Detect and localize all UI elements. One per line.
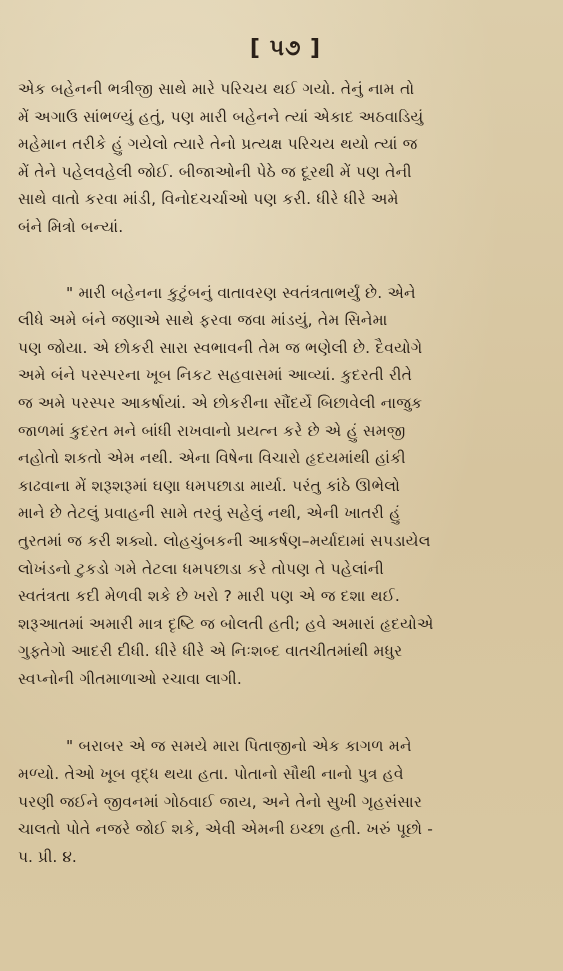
text-line: માને છે તેટલું પ્રવાહની સામે તરવું સહેલું નથી, એની ખાતરી હું	[18, 504, 401, 523]
text-line: જ અમે પરસ્પર આકર્ષાયાં. એ છોકરીના સૌંદર્યે બિછાવેલી નાજુક	[18, 393, 423, 412]
text-line: મેં તેને પહેલવહેલી જોઈ. બીજાઓની પેઠે જ દૂરથી મેં પણ તેની	[18, 162, 412, 181]
page-number: [ ૫૭ ]	[249, 36, 322, 61]
paragraph-3	[18, 733, 553, 843]
text-line: એક બહેનની ભત્રીજી સાથે મારે પરિચય થઈ ગયો. તેનું નામ તો	[18, 80, 415, 98]
text-line: નહોતો શકતો એમ નથી. એના વિષેના વિચારો હૃદયમાંથી હાંકી	[18, 449, 406, 468]
text-line: પણ જોયા. એ છોકરી સારા સ્વભાવની તેમ જ ભણેલી છે. દૈવયોગે	[18, 338, 423, 357]
text-line: મેં અગાઉ સાંભળ્યું હતું, પણ મારી બહેનને ત્યાં એકાદ અઠવાડિયું	[18, 107, 424, 126]
text-line: ચાલતો પોતે નજરે જોઈ શકે, એવી એમની ઇચ્છા હતી. ખરું પૂછો -	[18, 820, 434, 839]
text-line: સ્વતંત્રતા કદી મેળવી શકે છે ખરો ? મારી પણ એ જ દશા થઈ.	[18, 587, 401, 606]
paragraph-1	[18, 76, 553, 242]
text-line: સ્વપ્નોની ગીતમાળાઓ રચાવા લાગી.	[18, 669, 243, 688]
paragraph-gap	[18, 693, 553, 733]
text-line: મળ્યો. તેઓ ખૂબ વૃદ્ધ થયા હતા. પોતાનો સૌથી નાનો પુત્ર હવે	[18, 765, 404, 784]
paragraph-2	[18, 280, 553, 694]
text-line: તુરતમાં જ કરી શક્યો. લોહચુંબકની આકર્ષણ–મર્યાદામાં સપડાયેલ	[18, 531, 431, 550]
paragraph-gap	[18, 242, 553, 280]
text-line: લીધે અમે બંને જણાએ સાથે ફરવા જવા માંડયું, તેમ સિનેમા	[18, 311, 388, 330]
text-line: " મારી બહેનના કુટુંબનું વાતાવરણ સ્વતંત્રતાભર્યું છે. એને	[66, 283, 416, 302]
text-line: જાળમાં કુદરત મને બાંધી રાખવાનો પ્રયત્ન કરે છે એ હું સમજી	[18, 421, 406, 440]
text-line: બંને મિત્રો બન્યાં.	[18, 217, 124, 236]
text-line: સાથે વાતો કરવા માંડી, વિનોદચર્ચાઓ પણ કરી. ધીરે ધીરે અમે	[18, 190, 399, 209]
text-line: લોખંડનો ટુકડો ગમે તેટલા ધમપછાડા કરે તોપણ તે પહેલાંની	[18, 559, 385, 578]
signature-mark: પ. પ્રી. ૪.	[18, 847, 77, 866]
text-line: પરણી જઈને જીવનમાં ગોઠવાઈ જાય, અને તેનો સુખી ગૃહસંસાર	[18, 792, 423, 811]
text-line: કાઢવાના મેં શરૂશરૂમાં ઘણા ધમપછાડા માર્યા. પરંતુ કાંઠે ઊભેલો	[18, 476, 401, 495]
text-line: " બરાબર એ જ સમયે મારા પિતાજીનો એક કાગળ મને	[66, 737, 412, 756]
text-line: મહેમાન તરીકે હું ગયેલો ત્યારે તેનો પ્રત્યક્ષ પરિચય થયો ત્યાં જ	[18, 135, 418, 154]
text-line: ગુફ્તેગો આદરી દીધી. ધીરે ધીરે એ નિઃશબ્દ વાતચીતમાંથી મધુર	[18, 642, 403, 661]
text-line: અમે બંને પરસ્પરના ખૂબ નિકટ સહવાસમાં આવ્યાં. કુદરતી રીતે	[18, 366, 413, 385]
text-line: શરૂઆતમાં અમારી માત્ર દૃષ્ટિ જ બોલતી હતી; હવે અમારાં હૃદયોએ	[18, 614, 434, 633]
